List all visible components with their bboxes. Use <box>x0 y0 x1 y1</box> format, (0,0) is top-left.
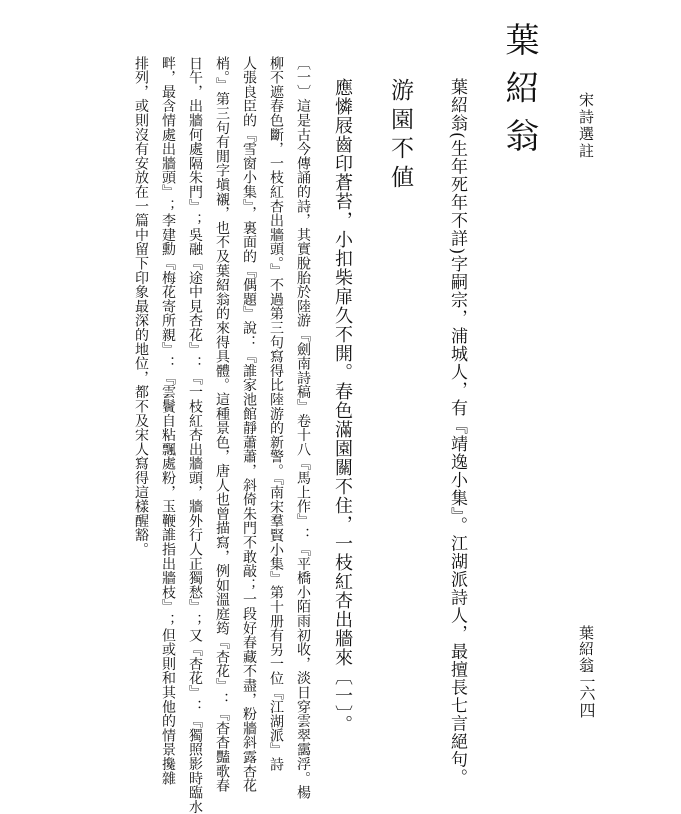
note-line: 日午，出牆何處隔朱門』；吳融『途中見杏花』：『一枝紅杏出牆頭，牆外行人正獨愁』；又『杏花』：『獨照影時臨水 <box>187 56 203 814</box>
poem-text: 應憐屐齒印蒼苔，小扣柴扉久不開。春色滿園關不住，一枝紅杏出牆來〔一〕。 <box>332 78 353 734</box>
note-line: 〔一〕這是古今傳誦的詩，其實脫胎於陸游『劍南詩稿』卷十八『馬上作』：『平橋小陌雨初收，淡日穿雲翠靄浮。楊 <box>295 56 311 800</box>
running-header-book-title: 宋詩選註 <box>577 92 595 160</box>
author-bio: 葉紹翁(生年死年不詳)字嗣宗，浦城人，有『靖逸小集』。江湖派詩人，最擅長七言絕句。 <box>447 78 467 787</box>
running-header-author: 葉紹翁 <box>577 625 595 673</box>
note-line: 柳不遮春色斷，一枝紅杏出牆頭。』不過第三句寫得比陸游的新警。『南宋羣賢小集』第十册有另一位『江湖派』詩 <box>268 56 284 772</box>
note-line: 畔，最含情處出牆頭』；李建勳『梅花寄所親』：『雲鬢自粘飄處粉，玉鞭誰指出牆枝』；但或則和其他的情景攙雜 <box>160 56 176 786</box>
note-line: 排列，或則沒有安放在一篇中留下印象最深的地位，都不及宋人寫得這樣醒豁。 <box>133 56 149 557</box>
note-line: 人張良臣的『雪窗小集』，裏面的『偶題』說：『誰家池館靜蕭蕭，斜倚朱門不敢敲；一段好春藏不盡，粉牆斜露杏花 <box>241 56 257 793</box>
poem-title: 游園不値 <box>387 78 413 194</box>
page-number: 二六四 <box>577 668 596 719</box>
note-line: 梢。』第三句有閒字塡襯，也不及葉紹翁的來得具體。這種景色，唐人也曾描寫，例如溫庭筠『杏花』：『杳杳豔歌春 <box>214 56 230 793</box>
author-heading: 葉紹翁 <box>499 22 539 166</box>
